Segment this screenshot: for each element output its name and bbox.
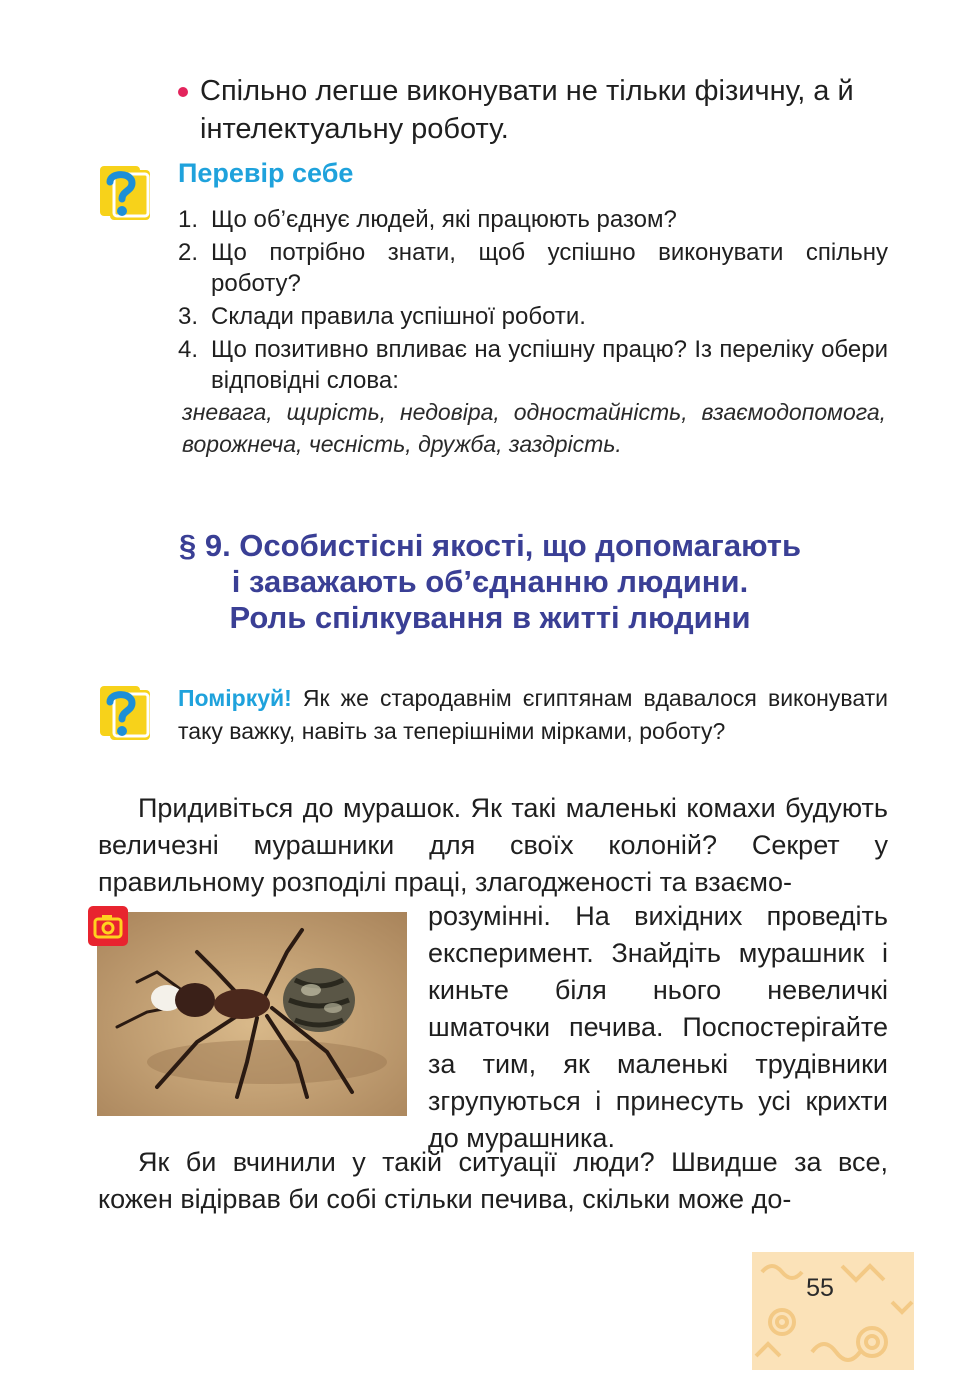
page-number: 55 <box>806 1274 834 1302</box>
page-corner-ornament <box>752 1252 914 1370</box>
word-list: зневага, щирість, недовіра, одностайність, взаємодопомога, ворожнеча, чесність, дружба, заздрість. <box>182 399 886 457</box>
question-item: 2. Що потрібно знати, щоб успішно виконувати спільну роботу? <box>178 239 888 297</box>
question-item: 1. Що об’єднує людей, які працюють разом? <box>178 206 677 233</box>
think-prompt <box>178 682 888 748</box>
question-mark-icon <box>96 166 154 224</box>
ant-photo <box>97 912 407 1116</box>
paragraph: Як би вчинили у такій ситуації люди? Швидше за все, кожен відірвав би собі стільки печива, скільки може до- <box>98 1147 888 1214</box>
bullet-dot <box>178 87 188 97</box>
paragraph: розумінні. На вихідних проведіть експеримент. Знайдіть мурашник і киньте біля нього невеличкі шматочки печива. Поспостерігайте за тим, як маленькі трудівники згрупуються і принесуть усі крихти до мурашника. <box>428 901 888 1153</box>
camera-icon <box>88 906 128 946</box>
bullet-text: Спільно легше виконувати не тільки фізичну, а й інтелектуальну роботу. <box>200 75 854 145</box>
question-item: 4. Що позитивно впливає на успішну працю? Із переліку обери відповідні слова: <box>178 336 888 394</box>
paragraph: Придивіться до мурашок. Як такі маленькі комахи будують величезні мурашники для своїх колоній? Секрет у правильному розподілі праці, злагодженості та взаємо- <box>98 793 888 897</box>
bullet-item <box>178 72 888 148</box>
check-yourself-title: Перевір себе <box>178 158 354 188</box>
question-item: 3. Склади правила успішної роботи. <box>178 303 586 330</box>
think-text: Як же стародавнім єгиптянам вдавалося виконувати таку важку, навіть за теперішніми мірками, роботу? <box>178 685 888 744</box>
section-title: § 9. Особистісні якості, що допомагають і заважають об’єднанню людини. Роль спілкування в житті людини <box>178 528 802 635</box>
question-mark-icon <box>96 686 154 744</box>
think-label: Поміркуй! <box>178 685 292 711</box>
question-list <box>178 204 888 398</box>
